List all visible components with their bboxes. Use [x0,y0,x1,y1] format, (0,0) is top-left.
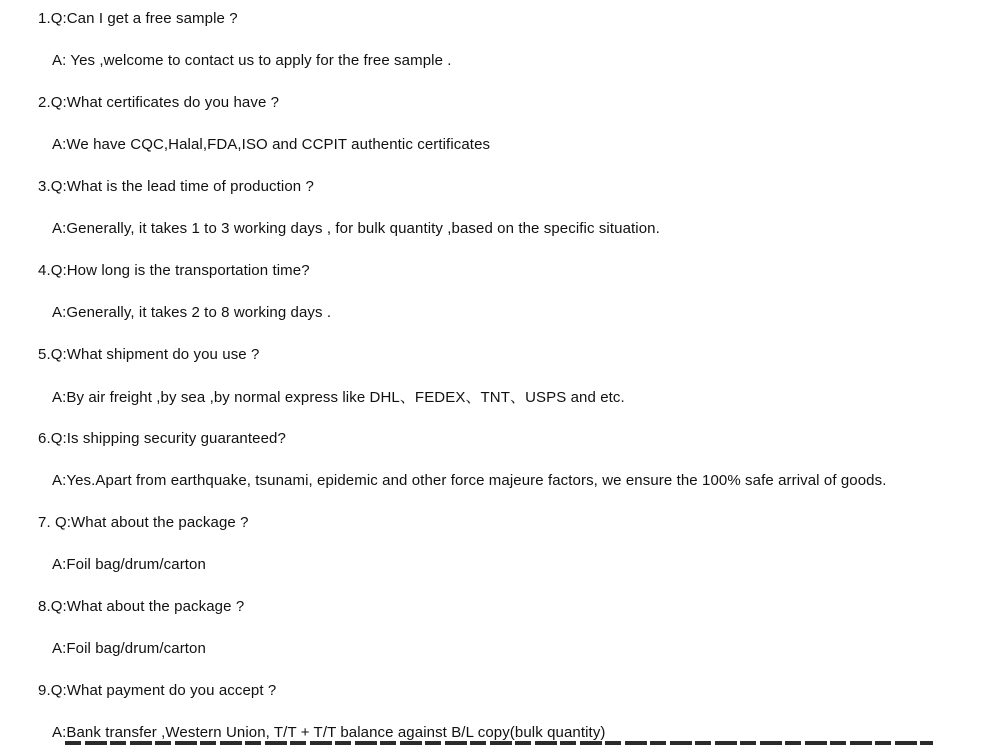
faq-answer-7: A:Foil bag/drum/carton [52,555,206,573]
faq-question-4: 4.Q:How long is the transportation time? [38,261,310,279]
faq-answer-1: A: Yes ,welcome to contact us to apply for the free sample . [52,51,452,69]
faq-answer-9: A:Bank transfer ,Western Union, T/T + T/T balance against B/L copy(bulk quantity) [52,723,606,741]
faq-question-9: 9.Q:What payment do you accept ? [38,681,277,699]
faq-answer-2: A:We have CQC,Halal,FDA,ISO and CCPIT authentic certificates [52,135,491,153]
faq-question-8: 8.Q:What about the package ? [38,597,245,615]
faq-answer-4: A:Generally, it takes 2 to 8 working days . [52,303,332,321]
faq-question-6: 6.Q:Is shipping security guaranteed? [38,429,286,447]
clipped-next-line [65,741,933,745]
faq-question-3: 3.Q:What is the lead time of production ? [38,177,314,195]
faq-answer-3: A:Generally, it takes 1 to 3 working days , for bulk quantity ,based on the specific situation. [52,219,660,237]
faq-question-7: 7. Q:What about the package ? [38,513,249,531]
faq-answer-8: A:Foil bag/drum/carton [52,639,206,657]
faq-question-2: 2.Q:What certificates do you have ? [38,93,280,111]
faq-question-1: 1.Q:Can I get a free sample ? [38,9,238,27]
faq-question-5: 5.Q:What shipment do you use ? [38,345,260,363]
faq-answer-5: A:By air freight ,by sea ,by normal express like DHL、FEDEX、TNT、USPS and etc. [52,388,625,406]
faq-answer-6: A:Yes.Apart from earthquake, tsunami, epidemic and other force majeure factors, we ensure the 100% safe arrival of goods. [52,471,887,489]
